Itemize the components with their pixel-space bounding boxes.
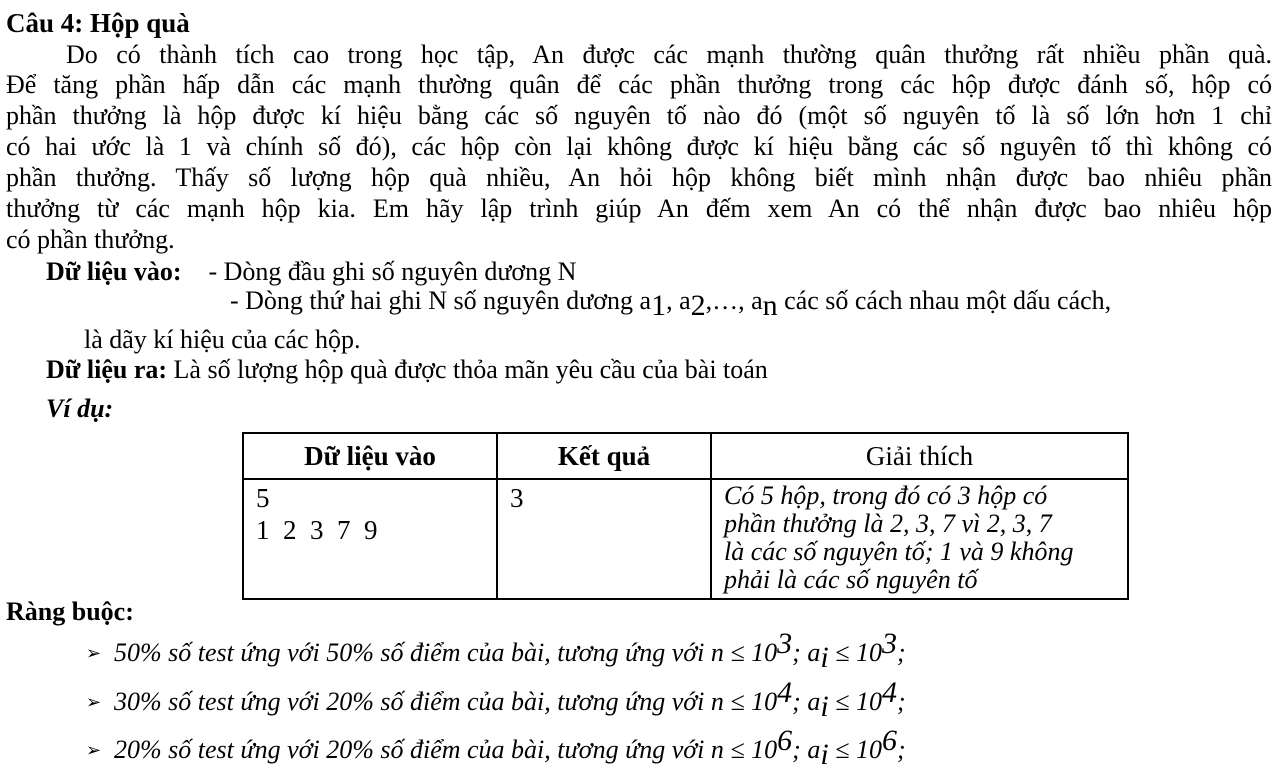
subscript-n: n xyxy=(762,289,778,322)
output-text: Là số lượng hộp quà được thỏa mãn yêu cầu của bài toán xyxy=(167,355,768,384)
constraint-text: 20% số test ứng với 20% số điểm của bài, tương ứng với n ≤ 10 xyxy=(114,735,778,764)
example-label: Ví dụ: xyxy=(46,394,114,423)
constraint-end: ; xyxy=(896,638,906,667)
input-section-line1 xyxy=(46,257,576,287)
problem-title: Câu 4: Hộp quà xyxy=(6,8,190,38)
subscript-i: i xyxy=(820,690,829,723)
constraint-item xyxy=(86,676,906,723)
constraint-end: ; xyxy=(896,735,906,764)
input-line1: - Dòng đầu ghi số nguyên dương N xyxy=(208,257,577,286)
input-line2-prefix: - Dòng thứ hai ghi N số nguyên dương a xyxy=(230,286,652,315)
subscript-2: 2 xyxy=(690,289,706,322)
constraint-le: ≤ 10 xyxy=(828,687,882,716)
paragraph-line: có hai ước là 1 và chính số đó), các hộp còn lại không được kí hiệu bằng các số nguyên tố thì không có xyxy=(6,132,1272,161)
constraint-le: ≤ 10 xyxy=(828,735,882,764)
example-table xyxy=(242,432,1129,600)
constraints-label: Ràng buộc: xyxy=(6,597,134,626)
table-row xyxy=(243,479,1128,599)
paragraph-line: thưởng từ các mạnh hộp kia. Em hãy lập trình giúp An đếm xem An có thể nhận được bao nhiêu hộp xyxy=(6,194,1272,223)
paragraph-line: phần thưởng là hộp được kí hiệu bằng các số nguyên tố nào đó (một số nguyên tố là số lớn hơn 1 chỉ xyxy=(6,101,1272,130)
paragraph-line: có phần thưởng. xyxy=(6,225,175,254)
input-line2-suffix: các số cách nhau một dấu cách, xyxy=(777,286,1112,315)
input-value-list: 1 2 3 7 9 xyxy=(256,515,378,545)
exponent: 4 xyxy=(777,676,793,709)
paragraph-line: Để tăng phần hấp dẫn các mạnh thường quân để các phần thưởng trong các hộp được đánh số, hộp có xyxy=(6,70,1272,99)
table-header-result: Kết quả xyxy=(497,433,711,479)
constraint-mid: ; a xyxy=(792,735,821,764)
subscript-i: i xyxy=(820,738,829,771)
input-line2-comma: , a xyxy=(666,286,691,315)
constraint-text: 50% số test ứng với 50% số điểm của bài, tương ứng với n ≤ 10 xyxy=(114,638,778,667)
explanation-line: Có 5 hộp, trong đó có 3 hộp có xyxy=(724,481,1048,510)
input-section-line2 xyxy=(230,286,1112,322)
constraint-end: ; xyxy=(896,687,906,716)
exponent: 3 xyxy=(881,627,897,660)
input-label: Dữ liệu vào: xyxy=(46,257,182,286)
constraint-mid: ; a xyxy=(792,687,821,716)
subscript-i: i xyxy=(820,641,829,674)
table-cell-result xyxy=(497,479,711,599)
arrow-bullet-icon: ➢ xyxy=(86,740,102,760)
constraint-le: ≤ 10 xyxy=(828,638,882,667)
output-section xyxy=(46,355,768,385)
output-label: Dữ liệu ra: xyxy=(46,355,168,384)
input-value-n: 5 xyxy=(256,483,270,513)
constraint-item xyxy=(86,724,906,771)
paragraph-line: phần thưởng. Thấy số lượng hộp quà nhiều, An hỏi hộp không biết mình nhận được bao nhiêu phần xyxy=(6,163,1272,192)
arrow-bullet-icon: ➢ xyxy=(86,692,102,712)
explanation-line: là các số nguyên tố; 1 và 9 không xyxy=(724,537,1074,566)
exponent: 3 xyxy=(777,627,793,660)
table-cell-explanation xyxy=(711,479,1128,599)
input-line2-ellipsis: ,…, a xyxy=(705,286,763,315)
constraint-text: 30% số test ứng với 20% số điểm của bài, tương ứng với n ≤ 10 xyxy=(114,687,778,716)
paragraph-line: Do có thành tích cao trong học tập, An được các mạnh thường quân thưởng rất nhiều phần quà. xyxy=(66,40,1272,69)
constraint-mid: ; a xyxy=(792,638,821,667)
explanation-line: phần thưởng là 2, 3, 7 vì 2, 3, 7 xyxy=(724,509,1052,538)
exponent: 6 xyxy=(881,724,897,757)
table-header-explanation: Giải thích xyxy=(711,433,1128,479)
exponent: 6 xyxy=(777,724,793,757)
constraint-item xyxy=(86,627,906,674)
table-header-input: Dữ liệu vào xyxy=(243,433,497,479)
arrow-bullet-icon: ➢ xyxy=(86,643,102,663)
explanation-line: phải là các số nguyên tố xyxy=(724,565,978,594)
exponent: 4 xyxy=(881,676,897,709)
result-value: 3 xyxy=(510,483,524,513)
input-line3: là dãy kí hiệu của các hộp. xyxy=(84,325,361,354)
table-cell-input xyxy=(243,479,497,599)
subscript-1: 1 xyxy=(651,289,667,322)
